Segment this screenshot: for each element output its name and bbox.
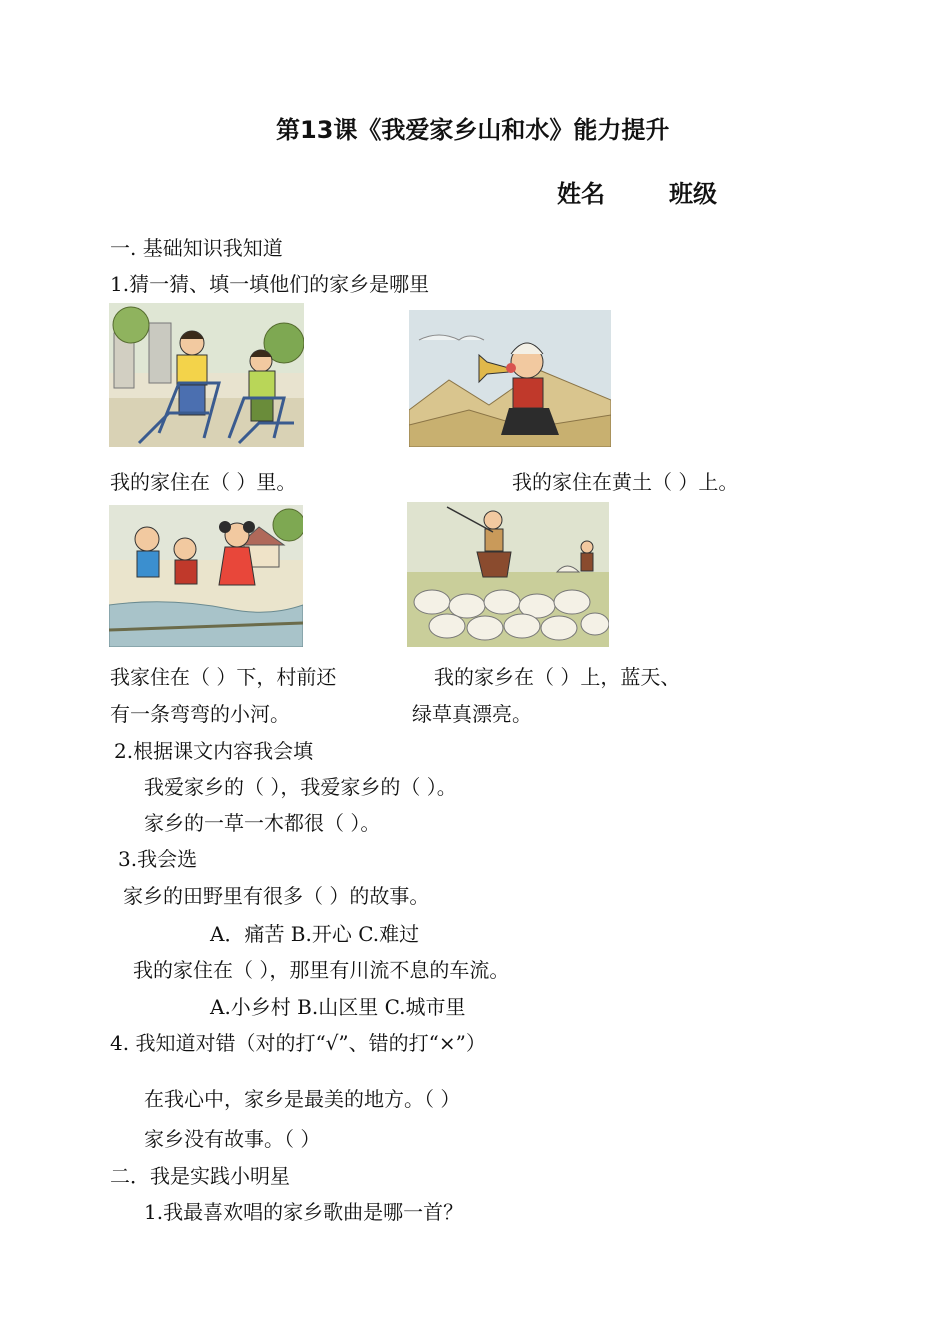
class-label: 班级	[669, 180, 717, 208]
caption-grassland-line1: 我的家乡在（ ）上，蓝天、	[434, 665, 681, 689]
city-kids-picture	[109, 303, 304, 447]
section1-heading: 一. 基础知识我知道	[110, 236, 283, 260]
q3-item1-options: A．痛苦 B.开心 C.难过	[210, 922, 420, 946]
name-label: 姓名	[557, 180, 605, 208]
q4-item2: 家乡没有故事。（ ）	[144, 1127, 321, 1151]
q2-prompt: 2.根据课文内容我会填	[114, 739, 314, 763]
q3-item2-options: A.小乡村 B.山区里 C.城市里	[210, 995, 466, 1019]
village-kids-picture	[109, 505, 303, 647]
caption-grassland-line2: 绿草真漂亮。	[412, 702, 532, 726]
page-title: 第13课《我爱家乡山和水》能力提升	[276, 116, 670, 144]
loess-boy-picture	[409, 310, 611, 447]
q2-line1: 我爱家乡的（ ），我爱家乡的（ ）。	[144, 775, 457, 799]
grassland-herder-picture	[407, 502, 609, 647]
q2-line2: 家乡的一草一木都很（ ）。	[144, 811, 381, 835]
section2-q1: 1.我最喜欢唱的家乡歌曲是哪一首？	[144, 1200, 464, 1224]
q3-prompt: 3.我会选	[118, 847, 198, 871]
caption-village-line1: 我家住在（ ）下，村前还	[110, 665, 337, 689]
caption-village-line2: 有一条弯弯的小河。	[110, 702, 290, 726]
q4-item1: 在我心中，家乡是最美的地方。（ ）	[144, 1087, 461, 1111]
q3-item2: 我的家住在（ ），那里有川流不息的车流。	[133, 958, 510, 982]
caption-city: 我的家住在（ ）里。	[110, 470, 297, 494]
section2-heading: 二．我是实践小明星	[110, 1164, 290, 1188]
caption-loess: 我的家住在黄土（ ）上。	[512, 470, 739, 494]
q1-prompt: 1.猜一猜、填一填他们的家乡是哪里	[110, 272, 430, 296]
q4-prompt: 4. 我知道对错（对的打“√”、错的打“×”）	[110, 1031, 486, 1055]
q3-item1: 家乡的田野里有很多（ ）的故事。	[123, 884, 430, 908]
